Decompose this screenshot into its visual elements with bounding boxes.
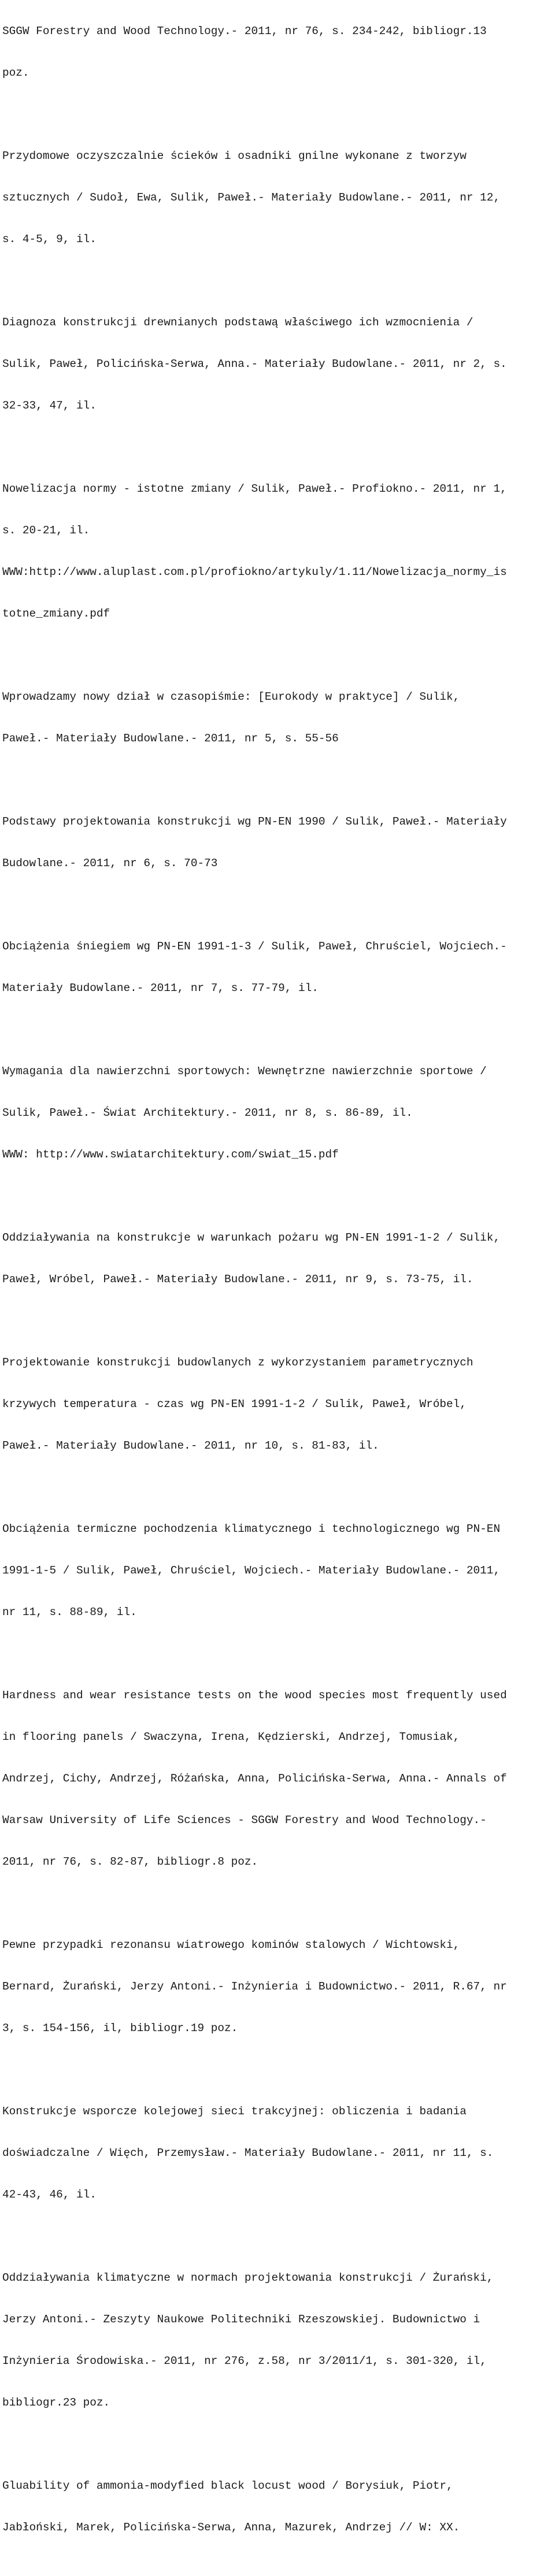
bibliography-entry: [2, 1494, 554, 1647]
bibliography-entry: [2, 1661, 554, 1896]
bibliography-entry: [2, 0, 554, 107]
entry-line: in flooring panels / Swaczyna, Irena, Kędzierski, Andrzej, Tomusiak,: [2, 1731, 460, 1743]
entry-line: Oddziaływania klimatyczne w normach projektowania konstrukcji / Żurański,: [2, 2271, 494, 2284]
bibliography-entry: [2, 662, 554, 773]
entry-url-line[interactable]: WWW: http://www.swiatarchitektury.com/swiat_15.pdf: [2, 1148, 339, 1161]
entry-line: Warsaw University of Life Sciences - SGGW Forestry and Wood Technology.-: [2, 1814, 487, 1827]
entry-line: 2011, nr 76, s. 82-87, bibliogr.8 poz.: [2, 1855, 258, 1868]
entry-line: Diagnoza konstrukcji drewnianych podstawą właściwego ich wzmocnienia /: [2, 316, 473, 329]
entry-line: Gluability of ammonia-modyfied black locust wood / Borysiuk, Piotr,: [2, 2480, 453, 2492]
entry-line: Nowelizacja normy - istotne zmiany / Sulik, Paweł.- Profiokno.- 2011, nr 1,: [2, 482, 507, 495]
entry-line: Budowlane.- 2011, nr 6, s. 70-73: [2, 857, 218, 870]
entry-line: Andrzej, Cichy, Andrzej, Różańska, Anna, Policińska-Serwa, Anna.- Annals of: [2, 1772, 507, 1785]
bibliography-entry: [2, 1037, 554, 1189]
entry-line: SGGW Forestry and Wood Technology.- 2011, nr 76, s. 234-242, bibliogr.13: [2, 25, 487, 38]
entry-line: Materiały Budowlane.- 2011, nr 7, s. 77-79, il.: [2, 982, 319, 994]
entry-line: Konstrukcje wsporcze kolejowej sieci trakcyjnej: obliczenia i badania: [2, 2105, 467, 2118]
entry-line: Podstawy projektowania konstrukcji wg PN-EN 1990 / Sulik, Paweł.- Materiały: [2, 815, 507, 828]
bibliography-entry: [2, 2451, 554, 2562]
entry-url-line[interactable]: WWW:http://www.aluplast.com.pl/profiokno/artykuly/1.11/Nowelizacja_normy_is: [2, 566, 507, 578]
bibliography-entry: [2, 2243, 554, 2437]
entry-line: Wymagania dla nawierzchni sportowych: Wewnętrzne nawierzchnie sportowe /: [2, 1065, 487, 1078]
bibliography-entry: [2, 912, 554, 1023]
bibliography-entry: [2, 1328, 554, 1480]
entry-line: Przydomowe oczyszczalnie ścieków i osadniki gnilne wykonane z tworzyw: [2, 150, 467, 162]
entry-line: Pewne przypadki rezonansu wiatrowego kominów stalowych / Wichtowski,: [2, 1939, 460, 1951]
entry-line: 42-43, 46, il.: [2, 2188, 97, 2201]
bibliography-page: [2, 0, 554, 2576]
entry-line: nr 11, s. 88-89, il.: [2, 1606, 137, 1619]
entry-line: 32-33, 47, il.: [2, 399, 97, 412]
entry-line: Jabłoński, Marek, Policińska-Serwa, Anna, Mazurek, Andrzej // W: XX.: [2, 2521, 460, 2534]
bibliography-entry: [2, 121, 554, 274]
bibliography-entry: [2, 787, 554, 898]
entry-line: bibliogr.23 poz.: [2, 2396, 110, 2409]
entry-line: Inżynieria Środowiska.- 2011, nr 276, z.58, nr 3/2011/1, s. 301-320, il,: [2, 2355, 487, 2367]
entry-line: Paweł.- Materiały Budowlane.- 2011, nr 5, s. 55-56: [2, 732, 339, 745]
entry-line: 3, s. 154-156, il, bibliogr.19 poz.: [2, 2022, 238, 2035]
entry-line: s. 20-21, il.: [2, 524, 90, 537]
entry-line: sztucznych / Sudoł, Ewa, Sulik, Paweł.- Materiały Budowlane.- 2011, nr 12,: [2, 191, 501, 204]
entry-line: Wprowadzamy nowy dział w czasopiśmie: [Eurokody w praktyce] / Sulik,: [2, 691, 460, 703]
entry-line: s. 4-5, 9, il.: [2, 233, 97, 246]
entry-line: 1991-1-5 / Sulik, Paweł, Chruściel, Wojciech.- Materiały Budowlane.- 2011,: [2, 1564, 501, 1577]
entry-line: Obciążenia termiczne pochodzenia klimatycznego i technologicznego wg PN-EN: [2, 1523, 501, 1535]
bibliography-entry: [2, 288, 554, 440]
entry-line: Oddziaływania na konstrukcje w warunkach pożaru wg PN-EN 1991-1-2 / Sulik,: [2, 1231, 501, 1244]
entry-line: Hardness and wear resistance tests on the wood species most frequently used: [2, 1689, 507, 1702]
entry-line: Paweł, Wróbel, Paweł.- Materiały Budowlane.- 2011, nr 9, s. 73-75, il.: [2, 1273, 473, 1286]
entry-line: Jerzy Antoni.- Zeszyty Naukowe Politechniki Rzeszowskiej. Budownictwo i: [2, 2313, 480, 2326]
entry-line: Projektowanie konstrukcji budowlanych z wykorzystaniem parametrycznych: [2, 1356, 473, 1369]
entry-line: poz.: [2, 66, 29, 79]
entry-line: Paweł.- Materiały Budowlane.- 2011, nr 10, s. 81-83, il.: [2, 1439, 379, 1452]
entry-line: krzywych temperatura - czas wg PN-EN 1991-1-2 / Sulik, Paweł, Wróbel,: [2, 1398, 467, 1411]
entry-line: Bernard, Żurański, Jerzy Antoni.- Inżynieria i Budownictwo.- 2011, R.67, nr: [2, 1980, 507, 1993]
bibliography-entry: [2, 454, 554, 648]
bibliography-entry: [2, 1203, 554, 1314]
bibliography-entry: [2, 2077, 554, 2229]
entry-line: Sulik, Paweł, Policińska-Serwa, Anna.- Materiały Budowlane.- 2011, nr 2, s.: [2, 358, 507, 370]
entry-url-line[interactable]: totne_zmiany.pdf: [2, 607, 110, 620]
bibliography-entry: [2, 1910, 554, 2063]
entry-line: Obciążenia śniegiem wg PN-EN 1991-1-3 / Sulik, Paweł, Chruściel, Wojciech.-: [2, 940, 507, 953]
entry-line: doświadczalne / Więch, Przemysław.- Materiały Budowlane.- 2011, nr 11, s.: [2, 2147, 494, 2159]
entry-line: Sulik, Paweł.- Świat Architektury.- 2011, nr 8, s. 86-89, il.: [2, 1107, 413, 1119]
